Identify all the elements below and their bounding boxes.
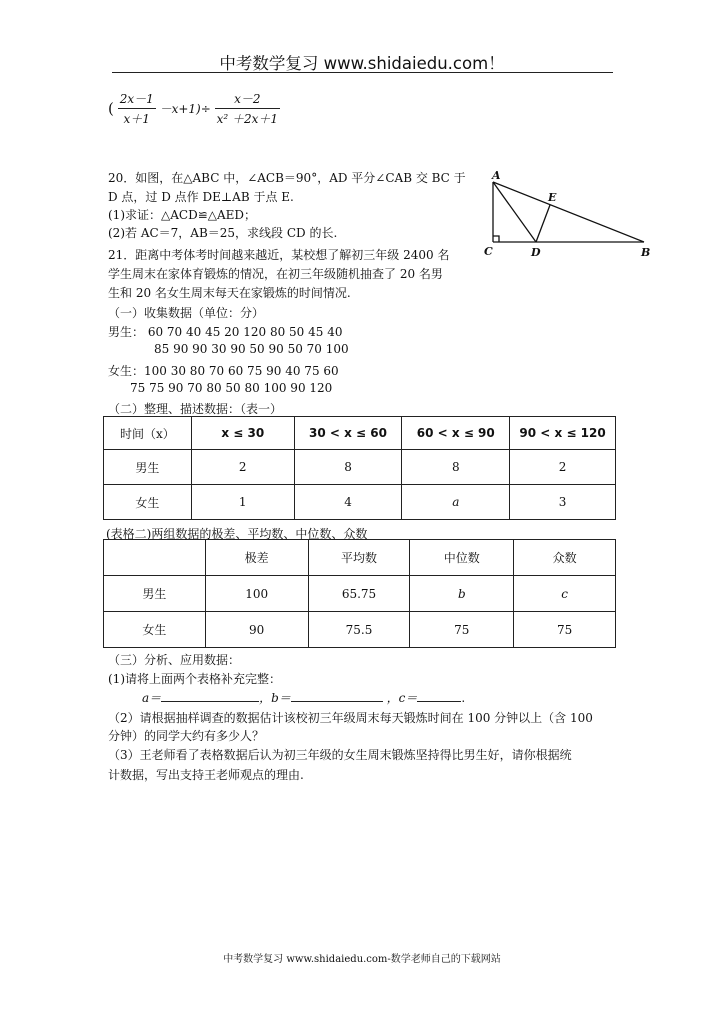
- table1-header: x ≤ 30: [191, 417, 294, 450]
- table1-cell: 2: [191, 450, 294, 485]
- q20-line4: (2)若 AC＝7，AB＝25，求线段 CD 的长.: [108, 226, 338, 240]
- blank-a-label: a＝: [142, 691, 162, 705]
- q21-line3: 生和 20 名女生周末每天在家锻炼的时间情况.: [108, 286, 351, 300]
- table2-header: 中位数: [410, 540, 514, 576]
- table1-cell: a: [402, 485, 510, 520]
- header-rule: [112, 72, 613, 73]
- label-d: D: [531, 246, 541, 259]
- page-footer: 中考数学复习 www.shidaiedu.com-数学老师自己的下载网站: [223, 954, 501, 965]
- collect-heading: （一）收集数据（单位：分）: [108, 306, 265, 320]
- formula-f1-numerator: 2x－1: [118, 90, 156, 109]
- table1-cell: 8: [294, 450, 402, 485]
- right-angle-mark: [493, 236, 499, 242]
- table1-header: 90 < x ≤ 120: [510, 417, 616, 450]
- table2-cell: b: [410, 576, 514, 612]
- table2-header-row: [104, 540, 616, 576]
- table2-cell: 女生: [104, 612, 206, 648]
- table2-cell: c: [514, 576, 616, 612]
- table-one: [103, 416, 616, 520]
- blank-a: [161, 691, 259, 702]
- table2-cell: 75.5: [308, 612, 410, 648]
- part3-line1: （3）王老师看了表格数据后认为初三年级的女生周末锻炼坚持得比男生好，请你根据统: [108, 748, 572, 762]
- formula-fraction-1: [118, 90, 156, 127]
- blank-b-label: ，b＝: [259, 691, 291, 705]
- blank-end: .: [461, 691, 466, 705]
- table2-cell: 75: [514, 612, 616, 648]
- side-ab: [493, 182, 644, 242]
- table2-caption: (表格二)两组数据的极差、平均数、中位数、众数: [106, 527, 368, 541]
- label-b: B: [641, 246, 651, 259]
- table2-cell: 男生: [104, 576, 206, 612]
- table-two: [103, 539, 616, 648]
- table1-cell: 3: [510, 485, 616, 520]
- boys-data-line1: 男生： 60 70 40 45 20 120 80 50 45 40: [108, 325, 343, 339]
- boys-data-line2: 85 90 90 30 90 50 90 50 70 100: [154, 342, 349, 356]
- table1-header-row: [104, 417, 616, 450]
- blank-b: [291, 691, 383, 702]
- table2-header: [104, 540, 206, 576]
- part1-prompt: (1)请将上面两个表格补充完整：: [108, 672, 281, 686]
- triangle-figure: [484, 168, 660, 260]
- formula-open: (: [108, 99, 114, 118]
- part3-line2: 计数据，写出支持王老师观点的理由.: [108, 768, 304, 782]
- blank-c: [417, 691, 461, 702]
- table1-cell: 男生: [104, 450, 192, 485]
- table2-row: [104, 576, 616, 612]
- table2-header: 众数: [514, 540, 616, 576]
- table2-header: 平均数: [308, 540, 410, 576]
- organize-heading: （二）整理、描述数据：（表一）: [108, 402, 283, 416]
- q21-line1: 21．距离中考体考时间越来越近，某校想了解初三年级 2400 名: [108, 248, 450, 262]
- table1-cell: 8: [402, 450, 510, 485]
- table2-cell: 65.75: [308, 576, 410, 612]
- fill-in-blanks: [142, 689, 465, 706]
- table1-row: [104, 485, 616, 520]
- formula: [108, 90, 280, 127]
- formula-f2-numerator: x－2: [215, 90, 280, 109]
- table2-cell: 75: [410, 612, 514, 648]
- q20-line1: 20．如图，在△ABC 中，∠ACB＝90°，AD 平分∠CAB 交 BC 于: [108, 171, 466, 185]
- part2-line2: 分钟）的同学大约有多少人？: [108, 729, 265, 743]
- analyze-heading: （三）分析、应用数据：: [108, 653, 241, 667]
- q21-line2: 学生周末在家体育锻炼的情况，在初三年级随机抽查了 20 名男: [108, 267, 443, 281]
- table1-row: [104, 450, 616, 485]
- table1-header: 30 < x ≤ 60: [294, 417, 402, 450]
- table2-row: [104, 612, 616, 648]
- table1-cell: 1: [191, 485, 294, 520]
- q20-line2: D 点，过 D 点作 DE⊥AB 于点 E.: [108, 190, 294, 204]
- formula-f2-denominator: x² ＋2x＋1: [216, 112, 279, 126]
- table1-header: 时间（x）: [104, 417, 192, 450]
- label-e: E: [548, 191, 557, 204]
- table2-header: 极差: [205, 540, 308, 576]
- page-header: 中考数学复习 www.shidaiedu.com！: [219, 54, 505, 73]
- formula-f1-denominator: x＋1: [123, 112, 150, 126]
- blank-c-label: ，c＝: [386, 691, 418, 705]
- label-c: C: [484, 245, 493, 258]
- q20-line3: (1)求证：△ACD≌△AED；: [108, 208, 257, 222]
- table1-header: 60 < x ≤ 90: [402, 417, 510, 450]
- table1-cell: 4: [294, 485, 402, 520]
- label-a: A: [492, 169, 501, 182]
- table2-cell: 100: [205, 576, 308, 612]
- girls-data-line2: 75 75 90 70 80 50 80 100 90 120: [130, 381, 333, 395]
- table1-cell: 女生: [104, 485, 192, 520]
- girls-data-line1: 女生：100 30 80 70 60 75 90 40 75 60: [108, 364, 339, 378]
- segment-de: [536, 205, 550, 242]
- formula-middle: －x+1)÷: [159, 102, 211, 116]
- table2-cell: 90: [205, 612, 308, 648]
- table1-cell: 2: [510, 450, 616, 485]
- formula-fraction-2: [215, 90, 280, 127]
- part2-line1: （2）请根据抽样调查的数据估计该校初三年级周末每天锻炼时间在 100 分钟以上（含 100: [108, 711, 593, 725]
